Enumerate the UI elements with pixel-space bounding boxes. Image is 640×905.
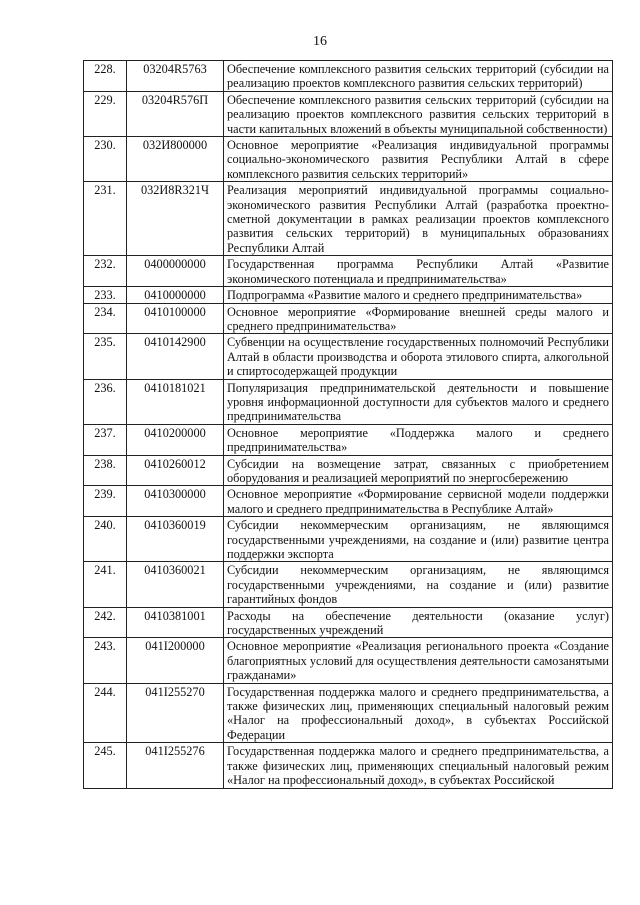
table-row: [84, 607, 613, 638]
row-number: 240.: [84, 517, 127, 562]
table-row: [84, 379, 613, 424]
row-number: 231.: [84, 182, 127, 256]
row-description: Расходы на обеспечение деятельности (оказание услуг) государственных учреждений: [224, 607, 613, 638]
table-row: [84, 562, 613, 607]
table-row: [84, 91, 613, 136]
table-row: [84, 486, 613, 517]
row-description: Государственная поддержка малого и среднего предпринимательства, а также физических лиц, применяющих специальный налоговый режим «Налог на профессиональный доход», в субъектах Российской: [224, 743, 613, 788]
row-code: 0410381001: [127, 607, 224, 638]
table-row: [84, 182, 613, 256]
table-row: [84, 424, 613, 455]
row-number: 234.: [84, 303, 127, 334]
row-code: 0410360019: [127, 517, 224, 562]
row-number: 238.: [84, 455, 127, 486]
row-code: 041I255276: [127, 743, 224, 788]
table-body: [84, 61, 613, 789]
row-description: Обеспечение комплексного развития сельских территорий (субсидии на реализацию проектов комплексного развития сельских территорий в части капитальных вложений в объекты муниципальной собственности): [224, 91, 613, 136]
row-code: 0410000000: [127, 287, 224, 303]
row-number: 239.: [84, 486, 127, 517]
row-number: 236.: [84, 379, 127, 424]
table-row: [84, 61, 613, 92]
table-row: [84, 303, 613, 334]
row-number: 242.: [84, 607, 127, 638]
row-description: Государственная программа Республики Алтай «Развитие экономического потенциала и предпринимательства»: [224, 256, 613, 287]
row-code: 032И8R321Ч: [127, 182, 224, 256]
row-code: 0410260012: [127, 455, 224, 486]
row-description: Основное мероприятие «Поддержка малого и среднего предпринимательства»: [224, 424, 613, 455]
row-number: 241.: [84, 562, 127, 607]
row-code: 03204R576П: [127, 91, 224, 136]
row-description: Основное мероприятие «Формирование внешней среды малого и среднего предпринимательства»: [224, 303, 613, 334]
row-number: 233.: [84, 287, 127, 303]
row-number: 245.: [84, 743, 127, 788]
table-row: [84, 334, 613, 379]
budget-codes-table: [83, 60, 613, 789]
row-code: 0410300000: [127, 486, 224, 517]
row-code: 041I255270: [127, 683, 224, 743]
row-description: Реализация мероприятий индивидуальной программы социально-экономического развития Республики Алтай (разработка проектно-сметной документации в рамках реализации проектов комплексного развития сельских территорий) в муниципальных образованиях Республики Алтай: [224, 182, 613, 256]
table-row: [84, 517, 613, 562]
row-code: 041I200000: [127, 638, 224, 683]
row-description: Популяризация предпринимательской деятельности и повышение уровня информационной доступности для субъектов малого и среднего предпринимательства: [224, 379, 613, 424]
row-code: 0410360021: [127, 562, 224, 607]
table-row: [84, 137, 613, 182]
row-description: Подпрограмма «Развитие малого и среднего предпринимательства»: [224, 287, 613, 303]
row-number: 232.: [84, 256, 127, 287]
row-number: 237.: [84, 424, 127, 455]
row-number: 235.: [84, 334, 127, 379]
row-number: 244.: [84, 683, 127, 743]
row-code: 0410200000: [127, 424, 224, 455]
row-code: 03204R5763: [127, 61, 224, 92]
page-number: 16: [313, 34, 327, 49]
row-code: 0410100000: [127, 303, 224, 334]
row-number: 243.: [84, 638, 127, 683]
table-row: [84, 287, 613, 303]
row-number: 230.: [84, 137, 127, 182]
row-description: Обеспечение комплексного развития сельских территорий (субсидии на реализацию проектов комплексного развития сельских территорий): [224, 61, 613, 92]
row-code: 0400000000: [127, 256, 224, 287]
row-description: Основное мероприятие «Реализация индивидуальной программы социально-экономического развития Республики Алтай в сфере комплексного развития сельских территорий»: [224, 137, 613, 182]
table-row: [84, 455, 613, 486]
row-description: Субвенции на осуществление государственных полномочий Республики Алтай в области производства и оборота этилового спирта, алкогольной и спиртосодержащей продукции: [224, 334, 613, 379]
table-row: [84, 638, 613, 683]
row-code: 032И800000: [127, 137, 224, 182]
row-code: 0410181021: [127, 379, 224, 424]
table-row: [84, 743, 613, 788]
row-description: Основное мероприятие «Формирование сервисной модели поддержки малого и среднего предпринимательства в Республике Алтай»: [224, 486, 613, 517]
row-description: Основное мероприятие «Реализация регионального проекта «Создание благоприятных условий для осуществления деятельности самозанятыми гражданами»: [224, 638, 613, 683]
row-description: Субсидии некоммерческим организациям, не являющимся государственными учреждениями, на создание и (или) развитие центра поддержки экспорта: [224, 517, 613, 562]
table-row: [84, 256, 613, 287]
row-description: Субсидии на возмещение затрат, связанных с приобретением оборудования и реализацией мероприятий по энергосбережению: [224, 455, 613, 486]
row-code: 0410142900: [127, 334, 224, 379]
row-description: Субсидии некоммерческим организациям, не являющимся государственными учреждениями, на создание и (или) развитие гарантийных фондов: [224, 562, 613, 607]
row-number: 228.: [84, 61, 127, 92]
table-row: [84, 683, 613, 743]
row-description: Государственная поддержка малого и среднего предпринимательства, а также физических лиц, применяющих специальный налоговый режим «Налог на профессиональный доход», в субъектах Российской Федерации: [224, 683, 613, 743]
row-number: 229.: [84, 91, 127, 136]
